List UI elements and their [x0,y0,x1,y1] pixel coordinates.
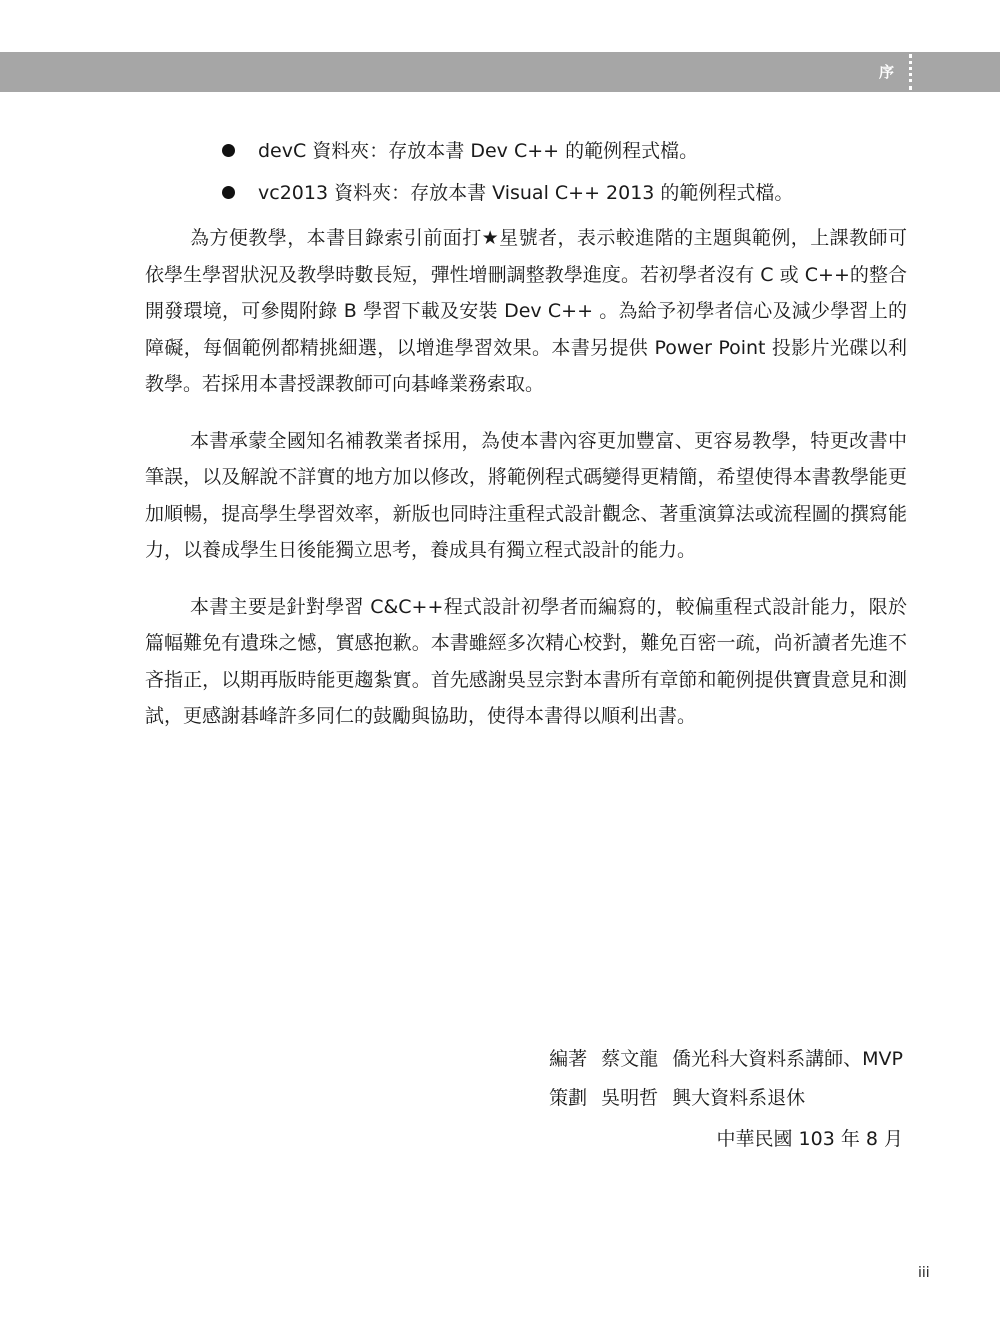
folder-list [145,130,907,214]
planner-name: 吳明哲 [601,1087,659,1109]
signature-block [549,1040,903,1159]
author-name: 蔡文龍 [601,1048,659,1070]
bullet-dot-icon [222,186,235,199]
paragraph: 為方便教學，本書目錄索引前面打★星號者，表示較進階的主題與範例，上課教師可依學生學習狀況及教學時數長短，彈性增刪調整教學進度。若初學者沒有 C 或 C++的整合開發環境，可參閱附錄 B 學習下載及安裝 Dev C++ 。為給予初學者信心及減少學習上的障礙，每個範例都精挑細選，以增進學習效果。本書另提供 Power Point 投影片光碟以利教學。若採用本書授課教師可向碁峰業務索取。 [145,227,907,395]
list-item-text: devC 資料夾：存放本書 Dev C++ 的範例程式檔。 [258,140,699,162]
planner-line [549,1079,903,1118]
list-item-text: vc2013 資料夾：存放本書 Visual C++ 2013 的範例程式檔。 [258,182,794,204]
chapter-header-bar [0,52,1000,92]
planner-role: 策劃 [549,1087,588,1109]
author-line [549,1040,903,1079]
author-role: 編著 [549,1048,588,1070]
page-number: iii [918,1265,930,1281]
list-item [145,172,907,214]
section-label: 序 [878,63,894,81]
preface-body [145,130,907,755]
publication-date: 中華民國 103 年 8 月 [716,1128,903,1150]
bullet-dot-icon [222,144,235,157]
header-dotted-divider [909,54,912,90]
paragraph: 本書主要是針對學習 C&C++程式設計初學者而編寫的，較偏重程式設計能力，限於篇幅難免有遺珠之憾，實感抱歉。本書雖經多次精心校對，難免百密一疏，尚祈讀者先進不吝指正，以期再版時能更趨紮實。首先感謝吳昱宗對本書所有章節和範例提供寶貴意見和測試，更感謝碁峰許多同仁的鼓勵與協助，使得本書得以順利出書。 [145,595,907,727]
paragraph: 本書承蒙全國知名補教業者採用，為使本書內容更加豐富、更容易教學，特更改書中筆誤，以及解說不詳實的地方加以修改，將範例程式碼變得更精簡，希望使得本書教學能更加順暢，提高學生學習效率，新版也同時注重程式設計觀念、著重演算法或流程圖的撰寫能力，以養成學生日後能獨立思考，養成具有獨立程式設計的能力。 [145,429,907,561]
planner-title: 興大資料系退休 [672,1087,806,1109]
author-title: 僑光科大資料系講師、MVP [672,1048,903,1070]
list-item [145,130,907,172]
